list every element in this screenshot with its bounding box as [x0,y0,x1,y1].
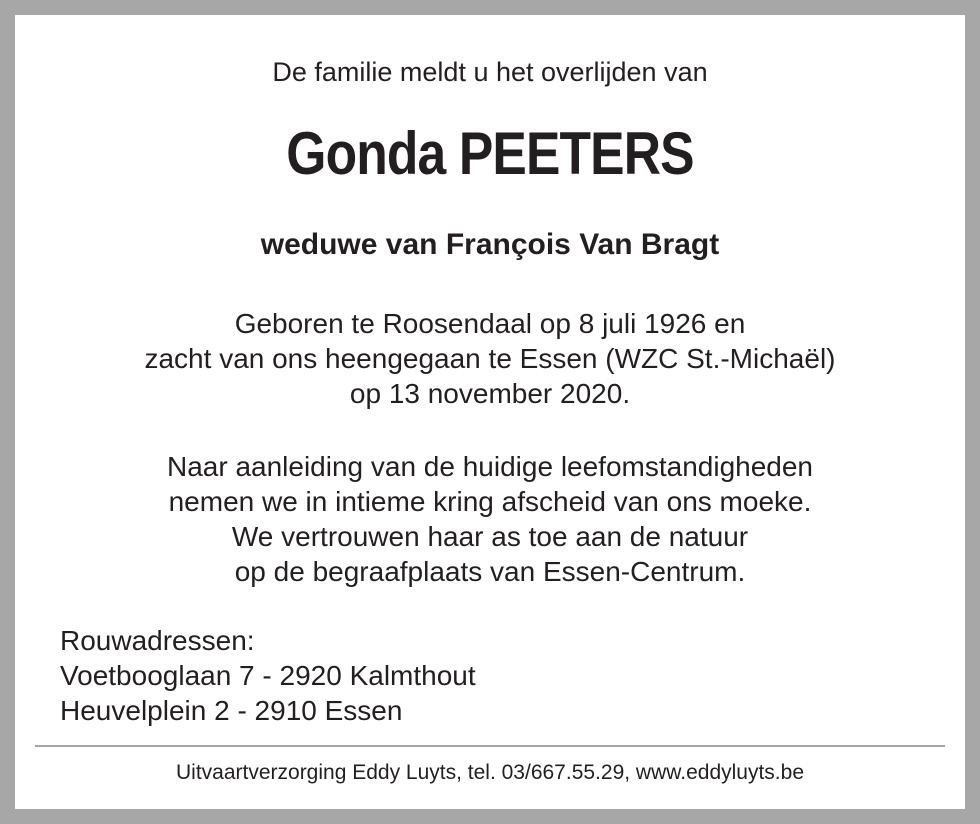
birth-line: zacht van ons heengegaan te Essen (WZC St.-Michaël) [144,343,836,374]
farewell-paragraph [0,449,980,589]
address-line: Voetbooglaan 7 - 2920 Kalmthout [60,660,476,691]
deceased-name: Gonda PEETERS [286,120,694,187]
birth-line: op 13 november 2020. [349,378,631,409]
address-line: Heuvelplein 2 - 2910 Essen [60,695,403,726]
condolence-addresses [60,623,476,728]
intro-text: De familie meldt u het overlijden van [272,57,708,87]
farewell-line: We vertrouwen haar as toe aan de natuur [231,521,749,552]
farewell-line: Naar aanleiding van de huidige leefomstandigheden [166,451,814,482]
farewell-line: op de begraafplaats van Essen-Centrum. [234,556,746,587]
funeral-director-footer: Uitvaartverzorging Eddy Luyts, tel. 03/667.55.29, www.eddyluyts.be [175,761,804,784]
footer-divider [35,745,945,747]
birth-paragraph [0,306,980,411]
relation-text: weduwe van François Van Bragt [260,228,720,261]
birth-line: Geboren te Roosendaal op 8 juli 1926 en [234,308,746,339]
addresses-heading: Rouwadressen: [60,625,255,656]
farewell-line: nemen we in intieme kring afscheid van ons moeke. [168,486,812,517]
